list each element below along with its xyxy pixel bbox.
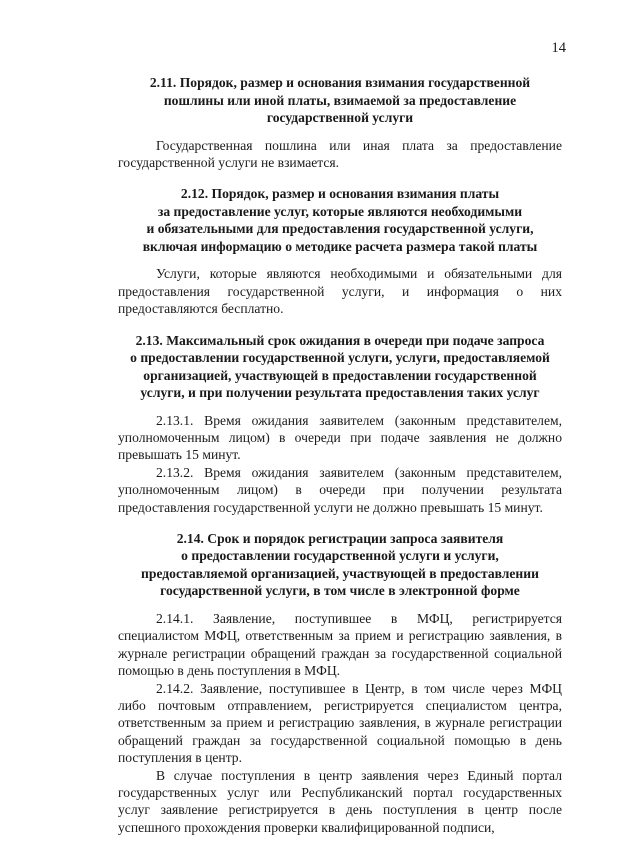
- section-2-11: [118, 74, 562, 171]
- heading-line: за предоставление услуг, которые являются необходимыми: [157, 203, 523, 219]
- heading-line: включая информацию о методике расчета размера такой платы: [142, 238, 538, 254]
- paragraph: 2.13.1. Время ожидания заявителем (законным представителем, уполномоченным лицом) в очереди при подаче заявления не должно превышать 15 минут.: [118, 412, 562, 463]
- paragraph: 2.14.1. Заявление, поступившее в МФЦ, регистрируется специалистом МФЦ, ответственным за прием и регистрацию заявления, в журнале регистрации обращений граждан за государственной социальной помощью в день поступления в МФЦ.: [118, 610, 562, 679]
- paragraph: Государственная пошлина или иная плата за предоставление государственной услуги не взимается.: [118, 137, 562, 170]
- heading-line: государственной услуги, в том числе в электронной форме: [160, 583, 520, 599]
- page-number: 14: [551, 40, 566, 56]
- paragraph: 2.13.2. Время ожидания заявителем (законным представителем, уполномоченным лицом) в очереди при получении результата предоставления государственной услуги не должно превышать 15 минут.: [118, 464, 562, 515]
- section-2-12: [118, 185, 562, 317]
- heading-line: и обязательными для предоставления государственной услуги,: [146, 221, 534, 237]
- section-heading: [118, 332, 562, 402]
- heading-line: услуги, и при получении результата предоставления таких услуг: [140, 385, 540, 401]
- section-2-13: [118, 332, 562, 516]
- heading-line: организацией, участвующей в предоставлении государственной: [143, 367, 537, 383]
- heading-line: о предоставлении государственной услуги, услуги, предоставляемой: [130, 350, 550, 366]
- section-heading: [118, 74, 562, 127]
- paragraph: 2.14.2. Заявление, поступившее в Центр, в том числе через МФЦ либо почтовым отправлением, регистрируется специалистом центра, ответственным за прием и регистрацию заявления, в журнале регистрации обращений граждан за государственной социальной помощью в день поступления в центр.: [118, 680, 562, 766]
- heading-line: 2.14. Срок и порядок регистрации запроса заявителя: [176, 530, 504, 546]
- heading-line: 2.11. Порядок, размер и основания взимания государственной: [149, 75, 531, 90]
- heading-line: предоставляемой организацией, участвующей в предоставлении: [141, 565, 539, 581]
- paragraph: В случае поступления в центр заявления через Единый портал государственных услуг или Республиканский портал государственных услуг заявление регистрируется в день поступления в центр после успешного прохождения проверки квалифицированной подписи,: [118, 767, 562, 835]
- heading-line: 2.13. Максимальный срок ожидания в очереди при подаче запроса: [135, 332, 545, 348]
- heading-line: 2.12. Порядок, размер и основания взимания платы: [180, 186, 500, 202]
- section-heading: [118, 185, 562, 255]
- section-2-14: [118, 530, 562, 836]
- document-body: [118, 74, 562, 836]
- heading-line: пошлины или иной платы, взимаемой за предоставление: [163, 92, 517, 108]
- heading-line: государственной услуги: [266, 110, 414, 125]
- section-heading: [118, 530, 562, 600]
- heading-line: о предоставлении государственной услуги и услуги,: [181, 548, 499, 564]
- paragraph: Услуги, которые являются необходимыми и обязательными для предоставления государственной услуги, и информация о них предоставляются бесплатно.: [118, 266, 562, 317]
